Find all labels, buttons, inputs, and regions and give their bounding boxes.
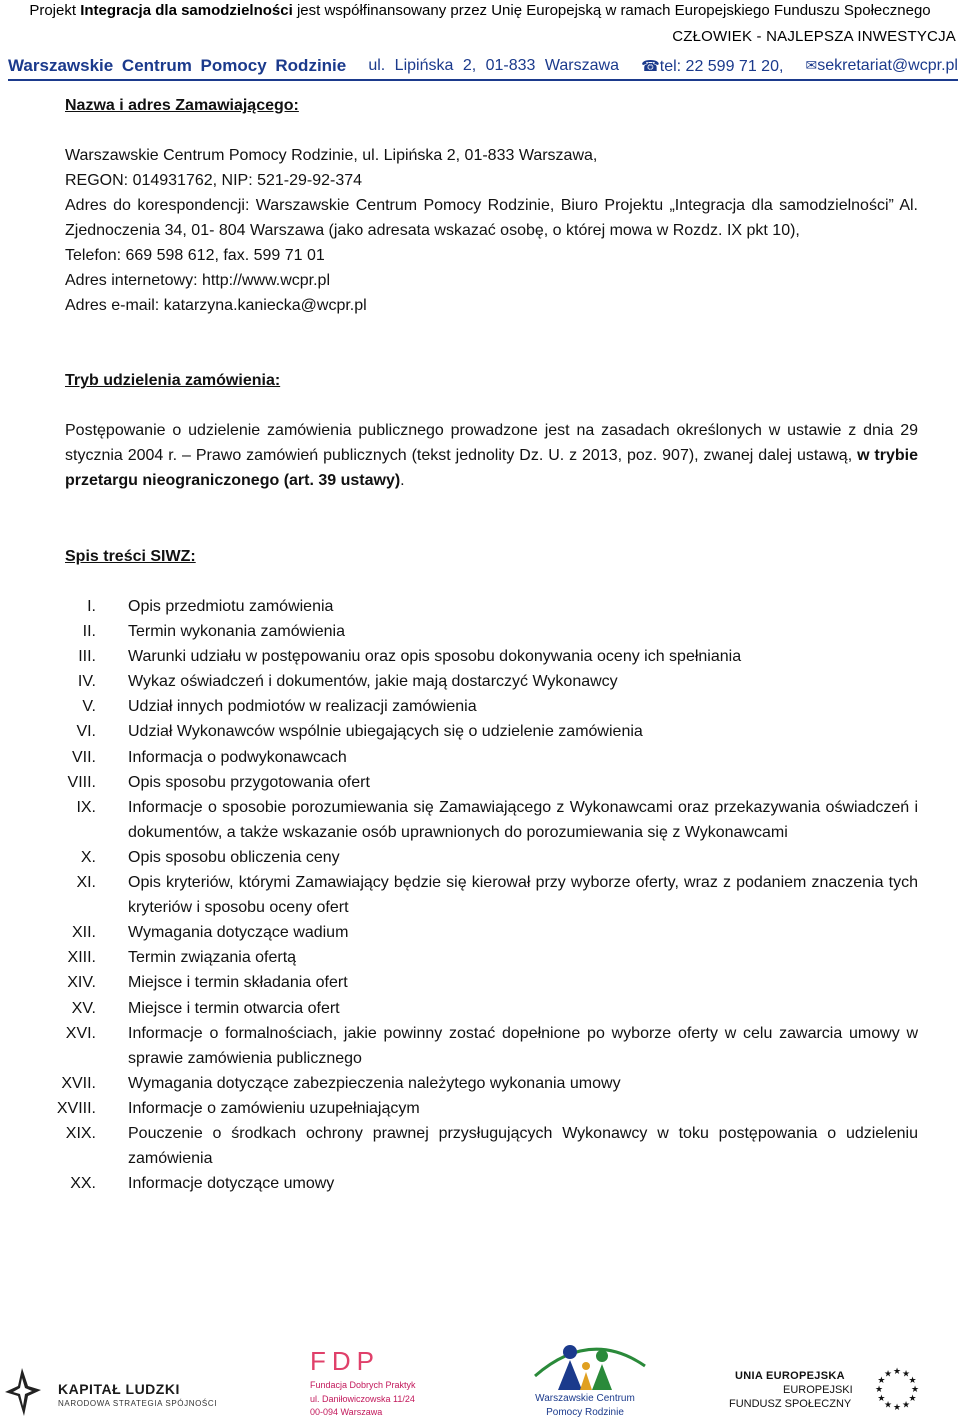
procedure-section: [65, 368, 918, 393]
toc-item: [30, 1121, 918, 1171]
eu-star-icon: ★: [877, 1393, 886, 1403]
project-name: Integracja dla samodzielności: [80, 2, 293, 19]
toc-item-text: Udział innych podmiotów w realizacji zamówienia: [128, 698, 477, 716]
contact-bar: [8, 56, 958, 81]
procedure-text-bold: w trybie przetargu nieograniczonego (art. 39 ustawy): [65, 447, 918, 489]
toc-item-text: Termin związania ofertą: [128, 949, 297, 967]
toc-heading: Spis treści SIWZ:: [65, 548, 196, 565]
toc-item-number: X.: [80, 848, 96, 866]
envelope-icon: ✉: [805, 57, 818, 73]
project-banner: [0, 2, 960, 19]
organization-name: Warszawskie Centrum Pomocy Rodzinie: [8, 56, 347, 75]
toc-item-number: IX.: [76, 798, 96, 816]
buyer-section: [65, 93, 918, 118]
toc-item: [30, 1171, 918, 1196]
toc-item-text: Opis przedmiotu zamówienia: [128, 598, 334, 615]
buyer-phone: Telefon: 669 598 612, fax. 599 71 01: [65, 247, 325, 264]
procedure-text: [65, 418, 918, 493]
toc-item: [30, 795, 918, 845]
eu-star-icon: ★: [892, 1402, 902, 1412]
toc-item: [30, 719, 918, 744]
eu-star-icon: ★: [883, 1399, 893, 1410]
eu-logo-line1: UNIA EUROPEJSKA: [735, 1370, 845, 1382]
toc-item-text: Informacje o zamówieniu uzupełniającym: [128, 1099, 420, 1117]
toc-item-text: Miejsce i termin składania ofert: [128, 974, 348, 992]
toc-item-text: Informacje o formalnościach, jakie powinny zostać dopełnione po wyborze oferty w celu zawarcia umowy w sprawie zamówienia publicznego: [128, 1024, 918, 1067]
eu-star-icon: ★: [883, 1368, 893, 1379]
toc-item-number: XIV.: [67, 974, 96, 992]
toc-item-number: VI.: [76, 723, 96, 741]
fdp-name: Fundacja Dobrych Praktyk: [310, 1380, 416, 1390]
eu-star-icon: ★: [908, 1375, 917, 1385]
toc-item: [30, 1021, 918, 1071]
toc-item-number: XX.: [70, 1175, 96, 1193]
toc-item-number: XII.: [71, 924, 96, 942]
toc-list: [30, 594, 918, 1196]
toc-item-text: Wymagania dotyczące zabezpieczenia należytego wykonania umowy: [128, 1074, 621, 1092]
eu-star-icon: ★: [901, 1399, 911, 1410]
toc-item-text: Miejsce i termin otwarcia ofert: [128, 999, 340, 1017]
eu-flag-icon: [872, 1364, 922, 1414]
procedure-text-plain: Postępowanie o udzielenie zamówienia publicznego prowadzone jest na zasadach określonych w ustawie z dnia 29 stycznia 2004 r. – Prawo zamówień publicznych (tekst jednolity Dz. U. z 2013, poz. 907), zwanej dalej ustawą,: [65, 422, 918, 464]
kapital-ludzki-star-icon: [4, 1366, 42, 1418]
organization-address: ul. Lipińska 2, 01-833 Warszawa: [368, 57, 619, 74]
toc-item-number: XV.: [71, 999, 96, 1017]
toc-item-number: II.: [82, 623, 96, 641]
wcpr-logo-line2: Pomocy Rodzinie: [546, 1407, 624, 1418]
toc-item-number: XVII.: [61, 1074, 96, 1092]
fdp-address: ul. Daniłowiczowska 11/24: [310, 1394, 415, 1404]
toc-item-number: XVI.: [65, 1024, 96, 1042]
eu-star-icon: ★: [892, 1366, 902, 1376]
eu-logo-line2: EUROPEJSKI: [783, 1384, 853, 1396]
eu-star-icon: ★: [910, 1384, 920, 1394]
toc-item: [30, 694, 918, 719]
toc-item: [30, 845, 918, 870]
phone-block: [641, 57, 783, 76]
toc-item-text: Opis kryteriów, którymi Zamawiający będzie się kierował przy wyborze oferty, wraz z podaniem znaczenia tych kryteriów i sposobu oceny ofert: [128, 874, 918, 917]
toc-item-text: Termin wykonania zamówienia: [128, 623, 345, 641]
toc-item-text: Informacja o podwykonawcach: [128, 748, 347, 766]
slogan: CZŁOWIEK - NAJLEPSZA INWESTYCJA: [672, 28, 956, 45]
phone-icon: ☎: [641, 57, 660, 75]
eu-logo-line3: FUNDUSZ SPOŁECZNY: [729, 1398, 852, 1410]
toc-item: [30, 996, 918, 1021]
toc-item-number: VIII.: [67, 773, 96, 791]
toc-item: [30, 1071, 918, 1096]
wcpr-family-icon: [530, 1336, 650, 1392]
procedure-text-end: .: [400, 472, 405, 489]
toc-item-number: IV.: [77, 673, 96, 691]
toc-item: [30, 770, 918, 795]
buyer-website[interactable]: Adres internetowy: http://www.wcpr.pl: [65, 272, 330, 289]
toc-item-number: XI.: [76, 874, 96, 892]
wcpr-logo-line1: Warszawskie Centrum: [535, 1393, 635, 1404]
toc-item-text: Informacje dotyczące umowy: [128, 1175, 335, 1193]
toc-item-text: Udział Wykonawców wspólnie ubiegających się o udzielenie zamówienia: [128, 723, 643, 741]
toc-item: [30, 1096, 918, 1121]
email-link[interactable]: sekretariat@wcpr.pl: [817, 57, 958, 74]
toc-item: [30, 619, 918, 644]
toc-section: [65, 544, 918, 569]
toc-item-text: Warunki udziału w postępowaniu oraz opis sposobu dokonywania oceny ich spełniania: [128, 648, 742, 666]
toc-item-number: V.: [82, 698, 96, 716]
toc-item-text: Pouczenie o środkach ochrony prawnej przysługujących Wykonawcy w toku postępowania o udzieleniu zamówienia: [128, 1124, 918, 1168]
buyer-address: Warszawskie Centrum Pomocy Rodzinie, ul. Lipińska 2, 01-833 Warszawa,: [65, 147, 598, 164]
toc-item: [30, 970, 918, 995]
email-block[interactable]: [806, 57, 958, 75]
buyer-heading: Nazwa i adres Zamawiającego:: [65, 97, 299, 114]
project-banner-prefix: Projekt: [29, 2, 81, 19]
kapital-ludzki-logo: KAPITAŁ LUDZKI: [58, 1381, 180, 1397]
toc-item: [30, 945, 918, 970]
toc-item-number: XIX.: [65, 1124, 96, 1142]
toc-item-text: Opis sposobu obliczenia ceny: [128, 848, 340, 866]
fdp-logo: FDP: [310, 1346, 380, 1376]
toc-item: [30, 920, 918, 945]
toc-item: [30, 594, 918, 619]
kapital-ludzki-subtitle: NARODOWA STRATEGIA SPÓJNOŚCI: [58, 1399, 218, 1408]
toc-item: [30, 669, 918, 694]
buyer-ids: REGON: 014931762, NIP: 521-29-92-374: [65, 172, 363, 189]
toc-item: [30, 745, 918, 770]
buyer-email[interactable]: Adres e-mail: katarzyna.kaniecka@wcpr.pl: [65, 297, 367, 314]
toc-item-number: XIII.: [67, 949, 96, 967]
procedure-heading: Tryb udzielenia zamówienia:: [65, 372, 281, 389]
eu-star-icon: ★: [877, 1375, 886, 1385]
toc-item-text: Opis sposobu przygotowania ofert: [128, 773, 370, 791]
phone-number: tel: 22 599 71 20,: [659, 57, 784, 75]
toc-item-text: Informacje o sposobie porozumiewania się Zamawiającego z Wykonawcami oraz przekazywania oświadczeń i dokumentów, a także wskazanie osób uprawnionych do porozumiewania się z Wykonawcami: [128, 798, 918, 841]
toc-item-number: I.: [87, 598, 96, 615]
project-banner-suffix: jest współfinansowany przez Unię Europejską w ramach Europejskiego Funduszu Społecznego: [292, 2, 931, 19]
toc-item-text: Wykaz oświadczeń i dokumentów, jakie mają dostarczyć Wykonawcy: [128, 673, 618, 691]
toc-item-number: III.: [78, 648, 96, 666]
buyer-details: [65, 143, 918, 318]
eu-star-icon: ★: [901, 1368, 911, 1379]
eu-star-icon: ★: [908, 1393, 917, 1403]
toc-item: [30, 870, 918, 920]
eu-star-icon: ★: [874, 1384, 884, 1394]
toc-item-text: Wymagania dotyczące wadium: [128, 924, 349, 942]
fdp-city: 00-094 Warszawa: [310, 1407, 383, 1417]
toc-item-number: XVIII.: [56, 1099, 96, 1117]
toc-item-number: VII.: [71, 748, 96, 766]
toc-item: [30, 644, 918, 669]
correspondence-address: Adres do korespondencji: Warszawskie Centrum Pomocy Rodzinie, Biuro Projektu „Integracja dla samodzielności” Al. Zjednoczenia 34, 01- 804 Warszawa (jako adresata wskazać osobę, o której mowa w Rozdz. IX pkt 10),: [65, 197, 918, 239]
